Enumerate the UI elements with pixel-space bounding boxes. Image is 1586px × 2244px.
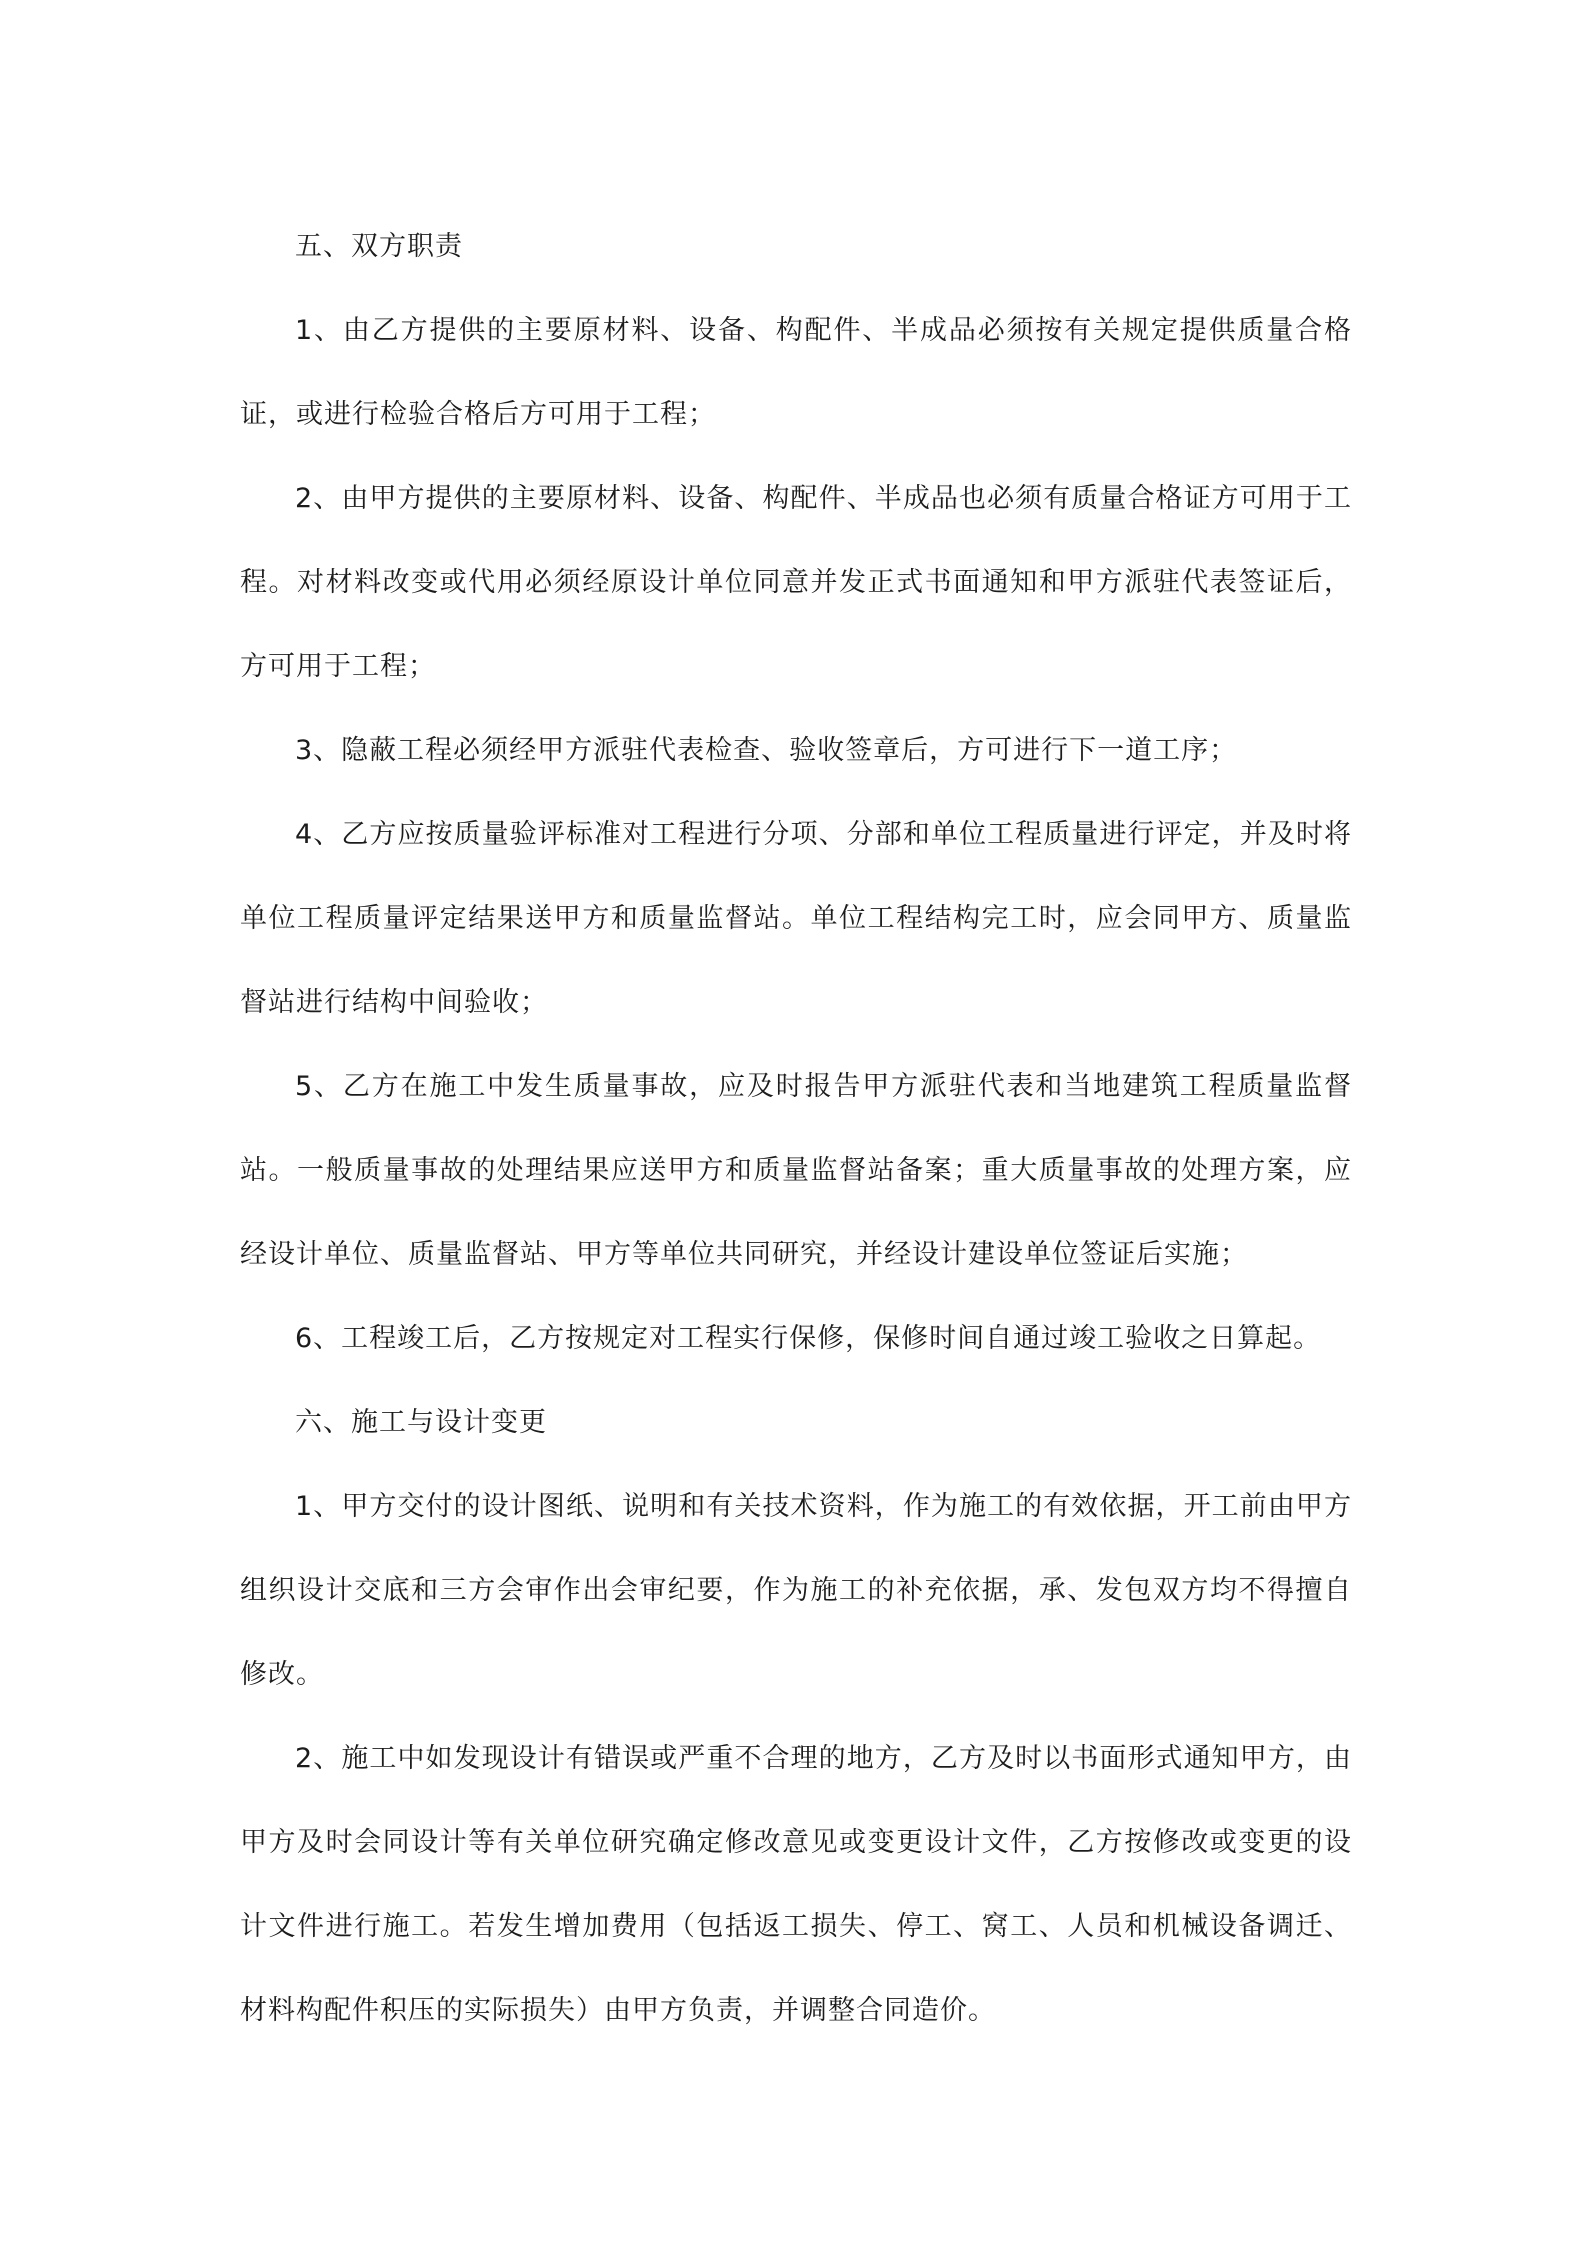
- document-body: [240, 205, 1352, 2053]
- paragraph-duty-4: 4、乙方应按质量验评标准对工程进行分项、分部和单位工程质量进行评定，并及时将单位工程质量评定结果送甲方和质量监督站。单位工程结构完工时，应会同甲方、质量监督站进行结构中间验收；: [240, 819, 1352, 1018]
- paragraph-duty-2: 2、由甲方提供的主要原材料、设备、构配件、半成品也必须有质量合格证方可用于工程。对材料改变或代用必须经原设计单位同意并发正式书面通知和甲方派驻代表签证后，方可用于工程；: [240, 483, 1352, 682]
- paragraph-duty-3: 3、隐蔽工程必须经甲方派驻代表检查、验收签章后，方可进行下一道工序；: [295, 735, 1238, 766]
- section-heading-duties: 五、双方职责: [295, 231, 463, 262]
- section-heading-design-change: 六、施工与设计变更: [295, 1407, 547, 1438]
- paragraph-change-2: 2、施工中如发现设计有错误或严重不合理的地方，乙方及时以书面形式通知甲方，由甲方及时会同设计等有关单位研究确定修改意见或变更设计文件，乙方按修改或变更的设计文件进行施工。若发生增加费用（包括返工损失、停工、窝工、人员和机械设备调迁、材料构配件积压的实际损失）由甲方负责，并调整合同造价。: [240, 1743, 1352, 2026]
- paragraph-duty-6: 6、工程竣工后，乙方按规定对工程实行保修，保修时间自通过竣工验收之日算起。: [295, 1323, 1322, 1354]
- paragraph-duty-1: 1、由乙方提供的主要原材料、设备、构配件、半成品必须按有关规定提供质量合格证，或进行检验合格后方可用于工程；: [240, 315, 1352, 430]
- paragraph-change-1: 1、甲方交付的设计图纸、说明和有关技术资料，作为施工的有效依据，开工前由甲方组织设计交底和三方会审作出会审纪要，作为施工的补充依据，承、发包双方均不得擅自修改。: [240, 1491, 1352, 1690]
- paragraph-duty-5: 5、乙方在施工中发生质量事故，应及时报告甲方派驻代表和当地建筑工程质量监督站。一般质量事故的处理结果应送甲方和质量监督站备案；重大质量事故的处理方案，应经设计单位、质量监督站、甲方等单位共同研究，并经设计建设单位签证后实施；: [240, 1071, 1352, 1270]
